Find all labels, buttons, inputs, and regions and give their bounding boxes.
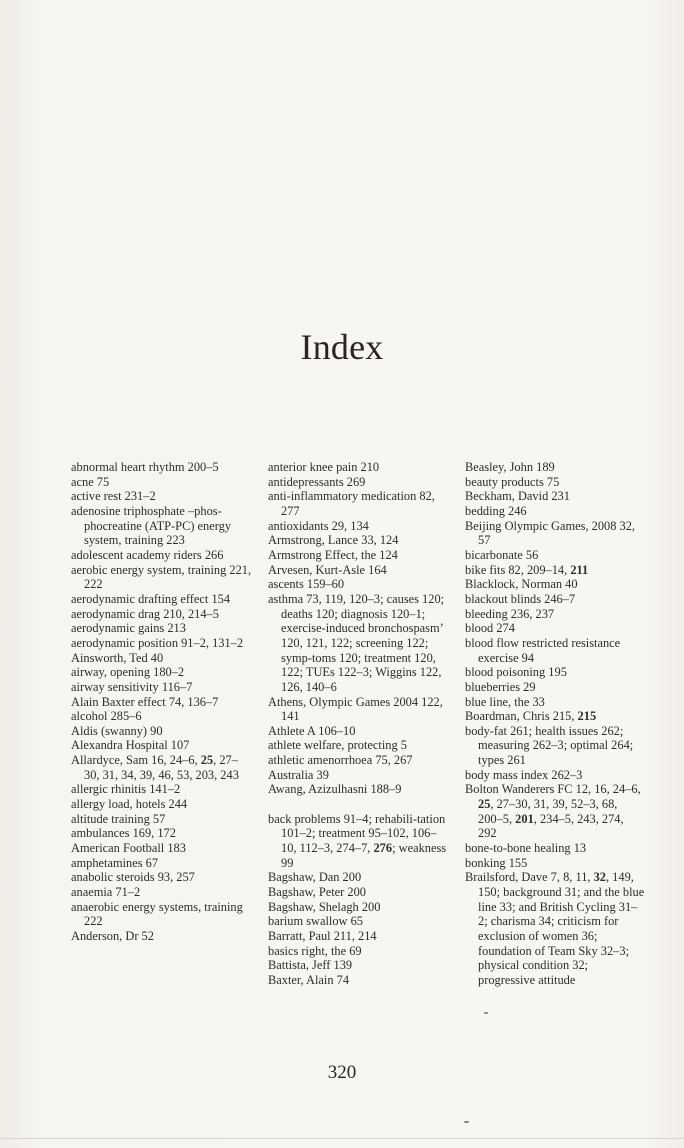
index-entry — [71, 856, 253, 871]
index-entry — [465, 460, 645, 475]
paper-speck — [464, 1121, 469, 1123]
index-entry — [71, 504, 253, 548]
index-entry-text: anti-inflammatory medication 82, 277 — [268, 489, 435, 518]
index-entry — [268, 812, 450, 871]
index-entry — [465, 621, 645, 636]
index-entry-bold-page: 211 — [570, 562, 589, 577]
index-entry-text: Allardyce, Sam 16, 24–6, — [71, 753, 201, 768]
index-entry-text: back problems 91–4; rehabili-tation 101–2; treatment 95–102, 106–10, 112–3, 274–7, — [268, 811, 446, 856]
index-entry-bold-page: 25 — [200, 753, 214, 768]
index-entry-text: aerodynamic drag 210, 214–5 — [71, 606, 219, 621]
index-entry — [268, 548, 450, 563]
index-entry-text: Blacklock, Norman 40 — [465, 577, 578, 592]
page-title: Index — [300, 327, 384, 367]
index-entry-text: Awang, Azizulhasni 188–9 — [268, 782, 402, 797]
index-entry — [71, 797, 253, 812]
entry-gap — [268, 797, 450, 812]
index-entry — [465, 636, 645, 665]
index-entry-text: antidepressants 269 — [268, 474, 366, 489]
index-entry — [465, 504, 645, 519]
index-entry-text: Brailsford, Dave 7, 8, 11, — [465, 870, 594, 885]
index-entry — [268, 475, 450, 490]
index-entry — [465, 489, 645, 504]
index-entry — [268, 577, 450, 592]
index-entry-text: beauty products 75 — [465, 474, 560, 489]
index-entry — [465, 695, 645, 710]
index-entry — [465, 577, 645, 592]
index-entry-text: blood flow restricted resistance exercise 94 — [465, 635, 621, 665]
index-entry-text: Armstrong Effect, the 124 — [268, 547, 398, 562]
index-entry — [268, 914, 450, 929]
index-entry — [71, 870, 253, 885]
index-entry-text: allergic rhinitis 141–2 — [71, 782, 181, 797]
index-entry-text: aerodynamic position 91–2, 131–2 — [71, 635, 244, 650]
index-entry-text: Beckham, David 231 — [465, 489, 570, 504]
index-entry-text: Alexandra Hospital 107 — [71, 738, 190, 753]
index-entry-text: American Football 183 — [71, 841, 186, 856]
index-entry-text: blueberries 29 — [465, 679, 536, 694]
index-entry-bold-page: 276 — [373, 841, 393, 856]
index-entry — [71, 651, 253, 666]
index-entry-text: Anderson, Dr 52 — [71, 929, 154, 943]
index-entry-text: Aldis (swanny) 90 — [71, 723, 163, 738]
index-entry-text: athlete welfare, protecting 5 — [268, 738, 407, 753]
index-entry-text: anaerobic energy systems, training 222 — [71, 899, 243, 929]
index-entry-text: Barratt, Paul 211, 214 — [268, 928, 377, 943]
index-entry-text: body mass index 262–3 — [465, 767, 583, 782]
index-entry — [465, 782, 645, 841]
index-entry-text: Bolton Wanderers FC 12, 16, 24–6, — [465, 782, 641, 797]
index-entry-text: ambulances 169, 172 — [71, 826, 176, 841]
index-entry-text: , 149, 150; background 31; and the blue line 33; and British Cycling 31–2; charisma 34; criticism for exclusion of women 36; foundation of Team Sky 32–3; physical condition 32; progressive attitude — [478, 870, 645, 987]
index-entry — [71, 826, 253, 841]
index-entry — [71, 489, 253, 504]
index-entry-text: allergy load, hotels 244 — [71, 797, 188, 812]
index-entry — [71, 621, 253, 636]
index-entry-text: , 27–30, 31, 34, 39, 46, 53, 203, 243 — [84, 753, 239, 782]
index-entry — [268, 519, 450, 534]
index-entry — [71, 812, 253, 827]
index-entry-text: airway, opening 180–2 — [71, 665, 185, 680]
index-entry-text: aerodynamic gains 213 — [71, 621, 186, 636]
index-entry — [465, 709, 645, 724]
index-entry-text: adolescent academy riders 266 — [71, 547, 224, 562]
index-entry — [268, 460, 450, 475]
index-entry-text: adenosine triphosphate –phos-phocreatine (ATP-PC) energy system, training 223 — [71, 503, 232, 548]
index-entry-text: anabolic steroids 93, 257 — [71, 870, 195, 885]
index-entry — [71, 724, 253, 739]
index-entry — [71, 636, 253, 651]
index-entry — [268, 958, 450, 973]
index-entry — [465, 724, 645, 768]
index-entry-text: Arvesen, Kurt-Asle 164 — [268, 562, 387, 577]
index-entry — [268, 973, 450, 988]
index-entry — [465, 475, 645, 490]
index-entry-text: Ainsworth, Ted 40 — [71, 650, 164, 665]
index-entry — [465, 592, 645, 607]
index-entry — [465, 841, 645, 856]
index-entry — [268, 489, 450, 518]
index-column-3 — [465, 460, 645, 988]
index-entry — [465, 870, 645, 987]
index-entry-text: basics right, the 69 — [268, 943, 362, 958]
index-entry-text: Battista, Jeff 139 — [268, 958, 353, 973]
index-entry-text: , 27–30, 31, 39, 52–3, 68, 200–5, — [478, 797, 618, 826]
index-entry — [268, 738, 450, 753]
index-entry — [465, 680, 645, 695]
index-entry-text: , 234–5, 243, 274, 292 — [478, 811, 624, 841]
index-entry-text: ; weakness 99 — [281, 841, 447, 870]
index-entry — [268, 592, 450, 695]
index-entry-text: Bagshaw, Dan 200 — [268, 870, 362, 885]
index-entry-text: Athlete A 106–10 — [268, 723, 356, 738]
index-entry — [268, 944, 450, 959]
index-entry-text: anterior knee pain 210 — [268, 460, 380, 474]
index-column-2 — [268, 460, 450, 988]
index-entry-text: bicarbonate 56 — [465, 547, 539, 562]
index-entry — [465, 768, 645, 783]
index-entry — [268, 782, 450, 797]
index-entry-text: blood poisoning 195 — [465, 665, 567, 680]
index-entry — [71, 460, 253, 475]
index-entry-bold-page: 215 — [577, 709, 597, 724]
index-entry — [268, 695, 450, 724]
index-entry-text: body-fat 261; health issues 262; measuring 262–3; optimal 264; types 261 — [465, 723, 634, 768]
page-number: 320 — [327, 1062, 357, 1083]
index-entry — [71, 607, 253, 622]
index-entry-text: Boardman, Chris 215, — [465, 709, 578, 724]
index-entry — [71, 475, 253, 490]
index-entry — [268, 753, 450, 768]
index-entry-text: airway sensitivity 116–7 — [71, 679, 193, 694]
index-entry — [465, 607, 645, 622]
index-entry-text: Beijing Olympic Games, 2008 32, 57 — [465, 518, 636, 548]
index-entry-text: blood 274 — [465, 621, 515, 636]
index-entry-text: Alain Baxter effect 74, 136–7 — [71, 694, 219, 709]
index-entry — [268, 724, 450, 739]
index-entry-bold-page: 32 — [593, 870, 606, 885]
index-entry-text: amphetamines 67 — [71, 855, 159, 870]
index-entry-text: Bagshaw, Shelagh 200 — [268, 899, 381, 914]
index-entry — [268, 885, 450, 900]
page-edge — [0, 1138, 684, 1139]
index-entry-text: blackout blinds 246–7 — [465, 591, 576, 606]
index-entry-text: Beasley, John 189 — [465, 460, 555, 474]
index-entry-text: ascents 159–60 — [268, 577, 345, 592]
index-entry-text: blue line, the 33 — [465, 694, 545, 709]
index-entry-text: altitude training 57 — [71, 811, 166, 826]
index-entry-text: Baxter, Alain 74 — [268, 972, 350, 987]
index-entry-bold-page: 25 — [478, 797, 491, 812]
index-column-1 — [71, 460, 253, 944]
index-entry-text: antioxidants 29, 134 — [268, 518, 369, 533]
index-entry-text: athletic amenorrhoea 75, 267 — [268, 753, 413, 768]
paper-speck — [484, 1012, 488, 1014]
index-entry-text: bleeding 236, 237 — [465, 606, 555, 621]
index-entry — [268, 533, 450, 548]
index-entry-text: abnormal heart rhythm 200–5 — [71, 460, 219, 474]
index-entry — [268, 563, 450, 578]
index-entry — [71, 563, 253, 592]
index-entry — [71, 782, 253, 797]
index-entry-text: aerodynamic drafting effect 154 — [71, 591, 231, 606]
index-entry-text: Bagshaw, Peter 200 — [268, 885, 366, 900]
index-entry — [268, 870, 450, 885]
index-entry-text: asthma 73, 119, 120–3; causes 120; deaths 120; diagnosis 120–1; exercise-induced bronchospasm’ 120, 121, 122; screening 122; symp-toms 120; treatment 120, 122; TUEs 122–3; Wiggins 122, 126, 140–6 — [268, 591, 445, 694]
index-entry — [71, 738, 253, 753]
index-entry — [71, 680, 253, 695]
index-entry — [71, 929, 253, 944]
index-entry — [465, 548, 645, 563]
index-entry — [268, 768, 450, 783]
index-entry-text: bike fits 82, 209–14, — [465, 562, 571, 577]
index-entry — [268, 900, 450, 915]
index-entry-text: bone-to-bone healing 13 — [465, 841, 587, 856]
index-entry-text: Australia 39 — [268, 767, 329, 782]
index-entry — [71, 709, 253, 724]
index-entry-text: bedding 246 — [465, 503, 527, 518]
index-entry — [71, 592, 253, 607]
index-entry-text: acne 75 — [71, 474, 110, 489]
index-entry — [71, 665, 253, 680]
index-entry — [465, 563, 645, 578]
index-entry — [71, 753, 253, 782]
index-entry-text: bonking 155 — [465, 855, 528, 870]
index-entry — [71, 900, 253, 929]
index-entry — [465, 856, 645, 871]
index-entry-text: Armstrong, Lance 33, 124 — [268, 533, 399, 548]
index-entry — [71, 548, 253, 563]
index-entry — [71, 695, 253, 710]
index-entry — [465, 665, 645, 680]
index-entry — [71, 841, 253, 856]
index-entry-text: anaemia 71–2 — [71, 885, 141, 900]
index-entry — [465, 519, 645, 548]
index-entry-text: aerobic energy system, training 221, 222 — [71, 562, 252, 592]
index-entry — [71, 885, 253, 900]
index-entry-text: Athens, Olympic Games 2004 122, 141 — [268, 694, 443, 724]
index-entry-bold-page: 201 — [515, 811, 534, 826]
index-entry-text: barium swallow 65 — [268, 914, 363, 929]
index-entry-text: alcohol 285–6 — [71, 709, 142, 724]
index-entry-text: active rest 231–2 — [71, 489, 156, 504]
index-entry — [268, 929, 450, 944]
